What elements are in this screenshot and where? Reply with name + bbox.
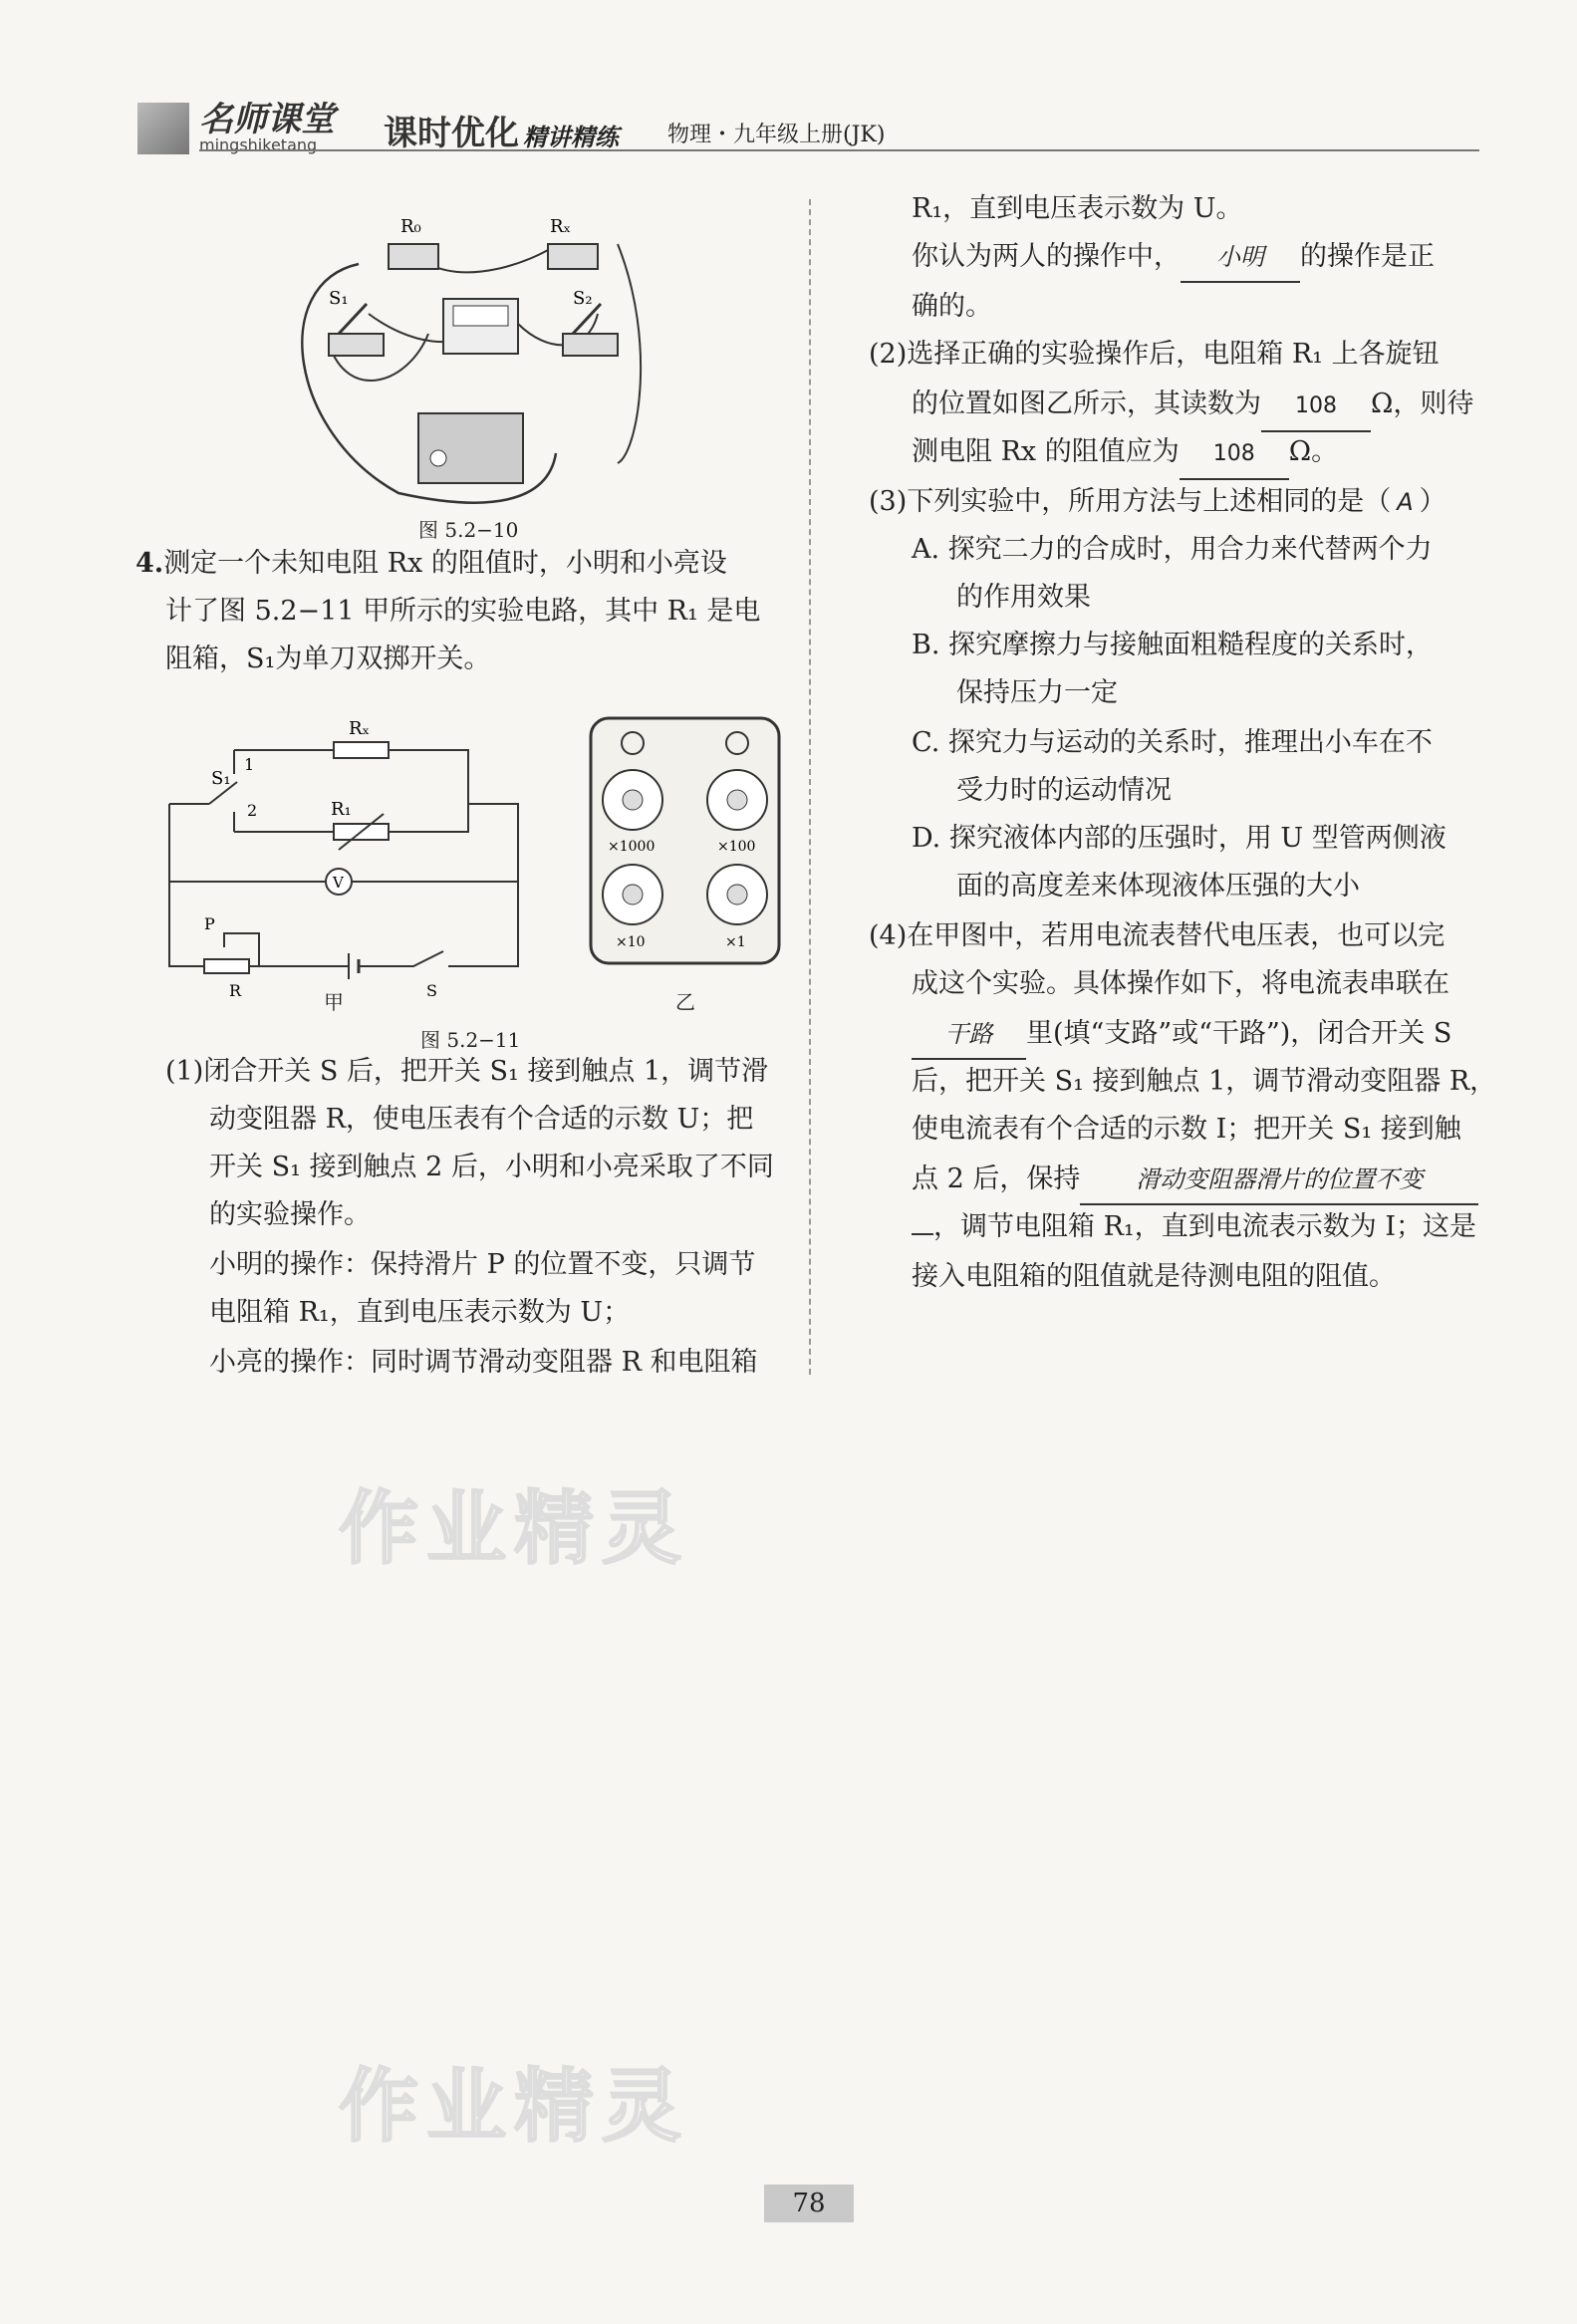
label-p: P (204, 914, 215, 933)
figure-5-2-11-yi (588, 715, 782, 966)
part-4-line-4: 后，把开关 S₁ 接到触点 1，调节滑动变阻器 R， (912, 1066, 1497, 1097)
part-2-text: 的位置如图乙所示，其读数为 (912, 388, 1261, 419)
answer-blank-keep-condition[interactable]: 滑动变阻器滑片的位置不变 (1080, 1156, 1478, 1205)
part-1-line-6: 电阻箱 R₁，直到电压表示数为 U； (209, 1297, 631, 1328)
label-x100: ×100 (717, 839, 756, 855)
figure-5-2-11-jia (159, 712, 538, 1011)
switch-s1 (329, 334, 384, 356)
series-tag: 精讲精练 (523, 123, 619, 151)
figure-5-2-11-caption: 图 5.2−11 (420, 1028, 521, 1052)
dial-knob (727, 790, 747, 810)
part-1-right-line-2 (912, 233, 1435, 283)
resistor-rx (334, 742, 389, 758)
column-divider (809, 199, 811, 1375)
answer-blank-box-reading[interactable]: 108 (1261, 383, 1371, 432)
part-4-line-5: 使电流表有个合适的示数 I；把开关 S₁ 接到触 (912, 1114, 1461, 1145)
dial-knob (623, 885, 643, 904)
part-1-line-3: 开关 S₁ 接到触点 2 后，小明和小亮采取了不同 (209, 1152, 774, 1182)
part-2-line-3 (912, 428, 1338, 480)
label-rx: Rₓ (550, 216, 572, 237)
answer-blank-continuation (912, 1233, 933, 1235)
power-knob (430, 450, 446, 466)
option-b-line-1: B. 探究摩擦力与接触面粗糙程度的关系时， (912, 630, 1434, 660)
answer-blank-circuit-branch[interactable]: 干路 (912, 1010, 1026, 1060)
part-2-unit-text: Ω，则待 (1371, 388, 1474, 419)
label-s2: S₂ (573, 288, 593, 309)
rheostat-r (204, 959, 249, 973)
circuit-wire (448, 882, 518, 966)
part-1-right-line-3: 确的。 (912, 291, 992, 322)
part-4-line-7 (912, 1203, 1476, 1251)
part-2-text: 测电阻 Rx 的阻值应为 (912, 436, 1180, 467)
option-b-line-2: 保持压力一定 (956, 677, 1118, 708)
power-supply (418, 413, 523, 483)
label-s1: S₁ (329, 288, 349, 309)
page-number: 78 (764, 2185, 854, 2222)
part-4-text: 里(填“支路”或“干路”)，闭合开关 S (1026, 1018, 1452, 1049)
label-x1: ×1 (725, 934, 746, 950)
part-4-line-8: 接入电阻箱的阻值就是待测电阻的阻值。 (912, 1261, 1396, 1292)
part-1-line-1: (1)闭合开关 S 后，把开关 S₁ 接到触点 1，调节滑 (165, 1056, 769, 1087)
question-4-stem-1: 测定一个未知电阻 Rx 的阻值时，小明和小亮设 (163, 548, 727, 579)
resistor-rx (548, 244, 598, 269)
question-4-line-1 (135, 540, 727, 588)
label-r0: R₀ (400, 216, 421, 237)
label-x10: ×10 (616, 934, 646, 950)
question-4-number: 4. (135, 548, 164, 579)
answer-blank-correct-person[interactable]: 小明 (1181, 233, 1300, 283)
part-1-question-text: 你认为两人的操作中， (912, 241, 1181, 272)
dial-knob (623, 790, 643, 810)
part-1-right-line-1: R₁，直到电压表示数为 U。 (912, 193, 1243, 224)
option-c-line-1: C. 探究力与运动的关系时，推理出小车在不 (912, 727, 1433, 758)
switch-s2 (563, 334, 618, 356)
part-2-line-1: (2)选择正确的实验操作后，电阻箱 R₁ 上各旋钮 (869, 339, 1440, 370)
label-contact-2: 2 (247, 801, 258, 820)
answer-choice[interactable]: A (1397, 488, 1414, 516)
part-3-stem (869, 478, 1446, 526)
part-3-stem-end: ） (1419, 486, 1446, 517)
brand-logo-text: 名师课堂 (199, 100, 335, 139)
part-4-line-1: (4)在甲图中，若用电流表替代电压表，也可以完 (869, 920, 1446, 951)
part-1-line-4: 的实验操作。 (209, 1199, 371, 1230)
part-4-line-2: 成这个实验。具体操作如下，将电流表串联在 (912, 968, 1449, 999)
wire (618, 244, 641, 463)
label-yi: 乙 (675, 990, 695, 1014)
option-d-line-2: 面的高度差来体现液体压强的大小 (956, 871, 1360, 902)
part-4-line-6 (912, 1156, 1478, 1205)
part-2-unit-text: Ω。 (1288, 436, 1339, 467)
answer-blank-rx-value[interactable]: 108 (1180, 430, 1289, 480)
label-v: V (333, 874, 344, 892)
part-1-line-5: 小明的操作：保持滑片 P 的位置不变，只调节 (209, 1249, 756, 1280)
watermark: 作业精灵 (339, 1482, 689, 1575)
part-3-stem-text: (3)下列实验中，所用方法与上述相同的是（ (869, 486, 1392, 517)
option-a-line-2: 的作用效果 (956, 582, 1091, 613)
label-jia: 甲 (324, 990, 344, 1014)
label-s1: S₁ (211, 768, 231, 789)
part-2-line-2 (912, 381, 1473, 432)
label-r: R (229, 981, 242, 1000)
option-a-line-1: A. 探究二力的合成时，用合力来代替两个力 (912, 534, 1433, 565)
circuit-wire (169, 882, 234, 966)
part-1-line-2: 动变阻器 R，使电压表有个合适的示数 U；把 (209, 1104, 754, 1135)
part-4-text: ，调节电阻箱 R₁，直到电流表示数为 I；这是 (933, 1211, 1476, 1242)
label-contact-1: 1 (244, 755, 255, 774)
brand-pinyin: mingshiketang (199, 135, 318, 154)
dial-knob (727, 885, 747, 904)
option-c-line-2: 受力时的运动情况 (956, 775, 1172, 806)
label-rx: Rₓ (349, 718, 371, 739)
voltmeter-dial (453, 306, 508, 326)
switch-s (359, 951, 443, 966)
part-1-line-7: 小亮的操作：同时调节滑动变阻器 R 和电阻箱 (209, 1347, 758, 1378)
question-4-line-3: 阻箱，S₁为单刀双掷开关。 (165, 644, 491, 674)
figure-5-2-10 (289, 204, 648, 518)
series-title: 课时优化 (384, 114, 519, 153)
part-4-text: 点 2 后，保持 (912, 1163, 1081, 1194)
option-d-line-1: D. 探究液体内部的压强时，用 U 型管两侧液 (912, 823, 1446, 854)
part-1-question-text-end: 的操作是正 (1300, 241, 1435, 272)
label-r1: R₁ (331, 799, 352, 820)
question-4-line-2: 计了图 5.2−11 甲所示的实验电路，其中 R₁ 是电 (165, 596, 761, 627)
wire (428, 244, 558, 272)
label-x1000: ×1000 (608, 839, 656, 855)
label-s: S (426, 981, 437, 1000)
subject-label: 物理・九年级上册(JK) (667, 123, 886, 147)
resistor-r0 (389, 244, 438, 269)
logo-cube (137, 103, 189, 154)
figure-5-2-10-caption: 图 5.2−10 (418, 518, 519, 542)
part-4-line-3 (912, 1010, 1451, 1060)
header-divider (199, 149, 1479, 151)
watermark: 作业精灵 (339, 2060, 689, 2153)
